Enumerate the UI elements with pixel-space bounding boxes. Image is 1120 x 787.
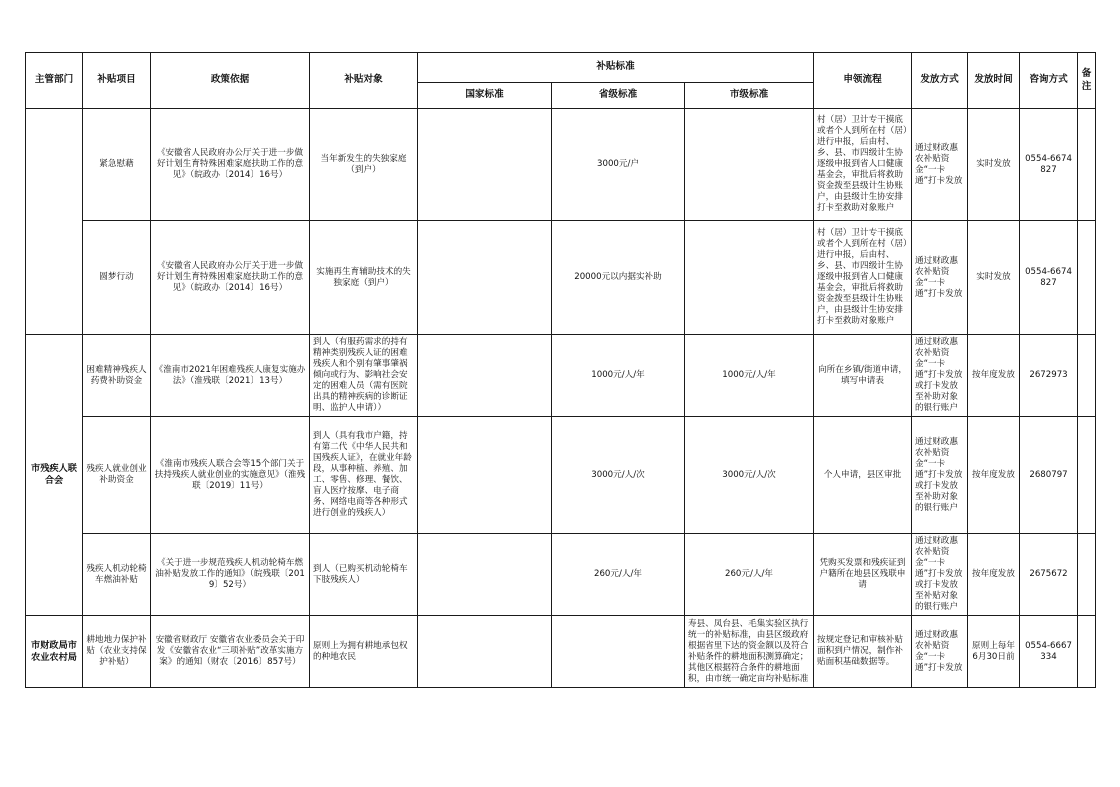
provincial-cell: 1000元/人/年 (552, 335, 685, 417)
contact-cell: 0554-6674827 (1020, 109, 1078, 221)
dept-cell: 市财政局市农业农村局 (26, 616, 83, 688)
item-cell: 圆梦行动 (83, 221, 151, 335)
provincial-cell: 260元/人/年 (552, 534, 685, 616)
time-cell: 实时发放 (968, 109, 1020, 221)
national-cell (418, 335, 552, 417)
item-cell: 残疾人机动轮椅车燃油补贴 (83, 534, 151, 616)
provincial-cell: 20000元以内据实补助 (552, 221, 685, 335)
remark-cell (1078, 417, 1096, 534)
process-cell: 村（居）卫计专干摸底或者个人到所在村（居）进行申报，后由村、乡、县、市四级计生协逐级申报到省人口健康基金会，审批后将救助资金拨至县级计生协账户，由县级计生协安排打卡至救助对象账户 (814, 221, 912, 335)
method-cell: 通过财政惠农补贴资金“一卡通”打卡发放或打卡发放至补贴对象的银行账户 (912, 534, 968, 616)
table-row (26, 534, 1096, 616)
remark-cell (1078, 616, 1096, 688)
table-row (26, 417, 1096, 534)
header-method: 发放方式 (912, 53, 968, 109)
basis-cell: 《淮南市残疾人联合会等15个部门关于扶持残疾人就业创业的实施意见》（淮残联〔2019〕11号） (151, 417, 310, 534)
process-cell: 个人申请，县区审批 (814, 417, 912, 534)
city-cell: 1000元/人/年 (685, 335, 814, 417)
city-cell (685, 221, 814, 335)
remark-cell (1078, 221, 1096, 335)
header-provincial: 省级标准 (552, 83, 685, 109)
target-cell: 当年新发生的失独家庭（到户） (310, 109, 418, 221)
basis-cell: 《安徽省人民政府办公厅关于进一步做好计划生育特殊困难家庭扶助工作的意见》（皖政办〔2014〕16号） (151, 109, 310, 221)
table-row (26, 109, 1096, 221)
dept-cell (26, 109, 83, 335)
time-cell: 实时发放 (968, 221, 1020, 335)
city-cell: 260元/人/年 (685, 534, 814, 616)
header-national: 国家标准 (418, 83, 552, 109)
target-cell: 原则上为拥有耕地承包权的种地农民 (310, 616, 418, 688)
basis-cell: 《安徽省人民政府办公厅关于进一步做好计划生育特殊困难家庭扶助工作的意见》（皖政办〔2014〕16号） (151, 221, 310, 335)
header-target: 补贴对象 (310, 53, 418, 109)
basis-cell: 安徽省财政厅 安徽省农业委员会关于印发《安徽省农业“三项补贴”改革实施方案》的通知（财农〔2016〕857号） (151, 616, 310, 688)
table-row (26, 616, 1096, 688)
basis-cell: 《关于进一步规范残疾人机动轮椅车燃油补贴发放工作的通知》（皖残联〔2019〕52号） (151, 534, 310, 616)
header-standard: 补贴标准 (418, 53, 814, 83)
method-cell: 通过财政惠农补贴资金“一卡通”打卡发放 (912, 221, 968, 335)
city-cell (685, 109, 814, 221)
header-city: 市级标准 (685, 83, 814, 109)
remark-cell (1078, 534, 1096, 616)
table-row (26, 221, 1096, 335)
process-cell: 按规定登记和审核补贴面积到户情况，制作补贴面积基础数据等。 (814, 616, 912, 688)
method-cell: 通过财政惠农补贴资金“一卡通”打卡发放或打卡发放至补助对象的银行账户 (912, 335, 968, 417)
time-cell: 原则上每年6月30日前 (968, 616, 1020, 688)
method-cell: 通过财政惠农补贴资金“一卡通”打卡发放 (912, 616, 968, 688)
header-row-1 (26, 53, 1096, 83)
item-cell: 残疾人就业创业补助资金 (83, 417, 151, 534)
target-cell: 到人（具有我市户籍，持有第二代《中华人民共和国残疾人证》，在就业年龄段，从事种植、养殖、加工、零售、修理、餐饮、盲人医疗按摩、电子商务、网络电商等各种形式进行创业的残疾人） (310, 417, 418, 534)
time-cell: 按年度发放 (968, 534, 1020, 616)
item-cell: 耕地地力保护补贴（农业支持保护补贴） (83, 616, 151, 688)
provincial-cell: 3000元/人/次 (552, 417, 685, 534)
remark-cell (1078, 109, 1096, 221)
header-process: 申领流程 (814, 53, 912, 109)
process-cell: 村（居）卫计专干摸底或者个人到所在村（居）进行申报，后由村、乡、县、市四级计生协逐级申报到省人口健康基金会，审批后将救助资金拨至县级计生协账户，由县级计生协安排打卡至救助对象账户 (814, 109, 912, 221)
item-cell: 紧急慰藉 (83, 109, 151, 221)
header-item: 补贴项目 (83, 53, 151, 109)
national-cell (418, 109, 552, 221)
national-cell (418, 417, 552, 534)
process-cell: 凭购买发票和残疾证到户籍所在地县区残联申请 (814, 534, 912, 616)
subsidy-table (25, 52, 1096, 688)
target-cell: 实施再生育辅助技术的失独家庭（到户） (310, 221, 418, 335)
dept-cell: 市残疾人联合会 (26, 335, 83, 616)
national-cell (418, 221, 552, 335)
time-cell: 按年度发放 (968, 417, 1020, 534)
table-row (26, 335, 1096, 417)
item-cell: 困难精神残疾人药费补助资金 (83, 335, 151, 417)
target-cell: 到人（已购买机动轮椅车下肢残疾人） (310, 534, 418, 616)
contact-cell: 0554-6674827 (1020, 221, 1078, 335)
city-cell: 3000元/人/次 (685, 417, 814, 534)
contact-cell: 2672973 (1020, 335, 1078, 417)
target-cell: 到人（有服药需求的持有精神类别残疾人证的困难残疾人和个别有肇事肇祸倾向或行为、影响社会安定的困难人员（需有医院出具的精神疾病的诊断证明、监护人申请）） (310, 335, 418, 417)
header-contact: 咨询方式 (1020, 53, 1078, 109)
provincial-cell (552, 616, 685, 688)
basis-cell: 《淮南市2021年困难残疾人康复实施办法》（淮残联〔2021〕13号） (151, 335, 310, 417)
method-cell: 通过财政惠农补贴资金“一卡通”打卡发放 (912, 109, 968, 221)
method-cell: 通过财政惠农补贴资金“一卡通”打卡发放或打卡发放至补助对象的银行账户 (912, 417, 968, 534)
process-cell: 向所在乡镇/街道申请，填写申请表 (814, 335, 912, 417)
header-basis: 政策依据 (151, 53, 310, 109)
remark-cell (1078, 335, 1096, 417)
contact-cell: 0554-6667334 (1020, 616, 1078, 688)
contact-cell: 2675672 (1020, 534, 1078, 616)
provincial-cell: 3000元/户 (552, 109, 685, 221)
national-cell (418, 616, 552, 688)
time-cell: 按年度发放 (968, 335, 1020, 417)
header-dept: 主管部门 (26, 53, 83, 109)
header-time: 发放时间 (968, 53, 1020, 109)
header-remark: 备注 (1078, 53, 1096, 109)
national-cell (418, 534, 552, 616)
city-cell: 寿县、凤台县、毛集实验区执行统一的补贴标准，由县区级政府根据省里下达的资金额以及符合补贴条件的耕地面积测算确定；其他区根据符合条件的耕地面积，由市统一确定亩均补贴标准 (685, 616, 814, 688)
contact-cell: 2680797 (1020, 417, 1078, 534)
